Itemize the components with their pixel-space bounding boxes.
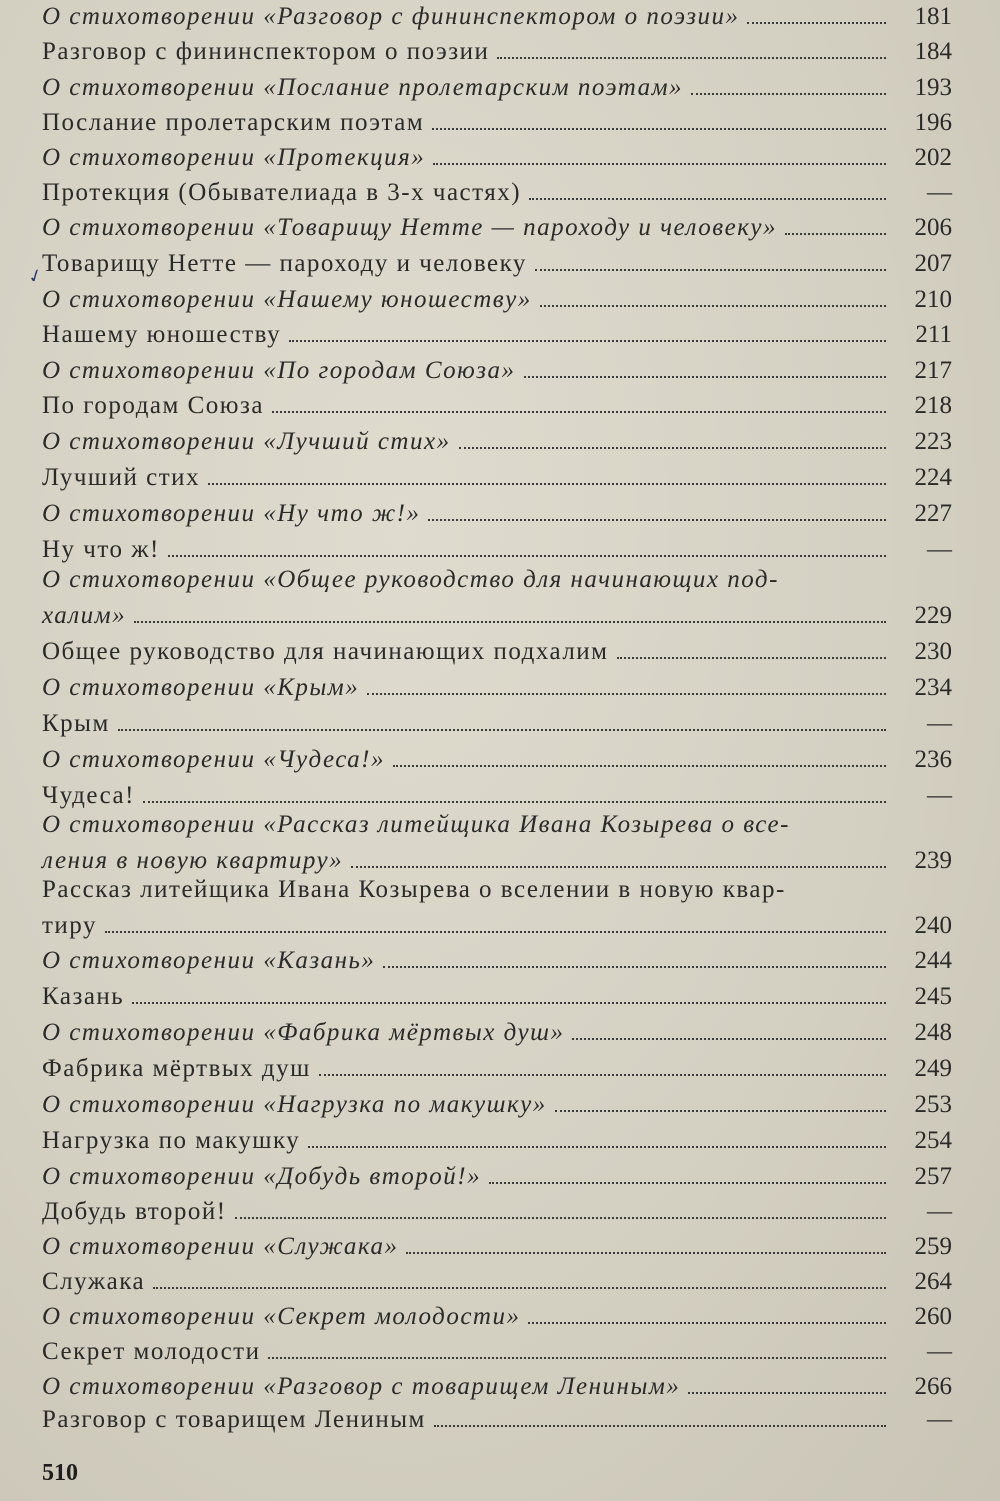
dot-leader [617, 657, 887, 659]
dot-leader [497, 57, 886, 59]
dot-leader [143, 801, 886, 803]
toc-entry-page: 217 [914, 357, 952, 384]
toc-entry-title: О стихотворении «Секрет молодости» [42, 1303, 521, 1330]
toc-entry-title: О стихотворении «Фабрика мёртвых душ» [42, 1019, 565, 1046]
toc-entry-title: тиру [42, 912, 97, 939]
dot-leader [572, 1038, 886, 1040]
toc-entry-page: 207 [914, 250, 952, 277]
toc-entry [42, 285, 952, 315]
dot-leader [153, 1287, 886, 1289]
toc-entry-page: 229 [914, 602, 952, 629]
toc-entry-page: 202 [914, 144, 952, 171]
toc-entry-title: халим» [42, 602, 127, 629]
dot-leader [528, 1322, 886, 1324]
toc-entry-page: 249 [914, 1055, 952, 1082]
toc-entry [42, 637, 952, 667]
toc-entry-page: 260 [914, 1303, 952, 1330]
dot-leader [555, 1110, 886, 1112]
dot-leader [118, 729, 886, 731]
dot-leader [524, 376, 886, 378]
toc-entry-page: 193 [914, 74, 952, 101]
dot-leader [535, 269, 886, 271]
dot-leader [308, 1146, 886, 1148]
dot-leader [235, 1217, 886, 1219]
toc-entry-page: 248 [914, 1019, 952, 1046]
toc-entry [42, 781, 952, 811]
dot-leader [132, 1002, 886, 1004]
dot-leader [433, 163, 886, 165]
dot-leader [208, 483, 886, 485]
toc-entry [42, 1232, 952, 1262]
toc-entry-title: О стихотворении «Нашему юношеству» [42, 286, 532, 313]
dot-leader [691, 93, 886, 95]
toc-entry-page: 181 [914, 3, 952, 30]
toc-entry-title: О стихотворении «Разговор с товарищем Лениным» [42, 1373, 681, 1400]
toc-entry-title: Нагрузка по макушку [42, 1127, 301, 1154]
toc-entry-title: Казань [42, 983, 125, 1010]
dot-leader [393, 765, 886, 767]
toc-entry-page: 224 [914, 464, 952, 491]
toc-entry [42, 875, 952, 941]
dot-leader [432, 128, 886, 130]
toc-entry-page: 184 [914, 38, 952, 65]
toc-entry [42, 356, 952, 386]
toc-entry [42, 1337, 952, 1367]
toc-entry-page: 253 [914, 1091, 952, 1118]
dot-leader [747, 22, 886, 24]
toc-entry-page: 230 [914, 638, 952, 665]
toc-entry-page: 266 [914, 1373, 952, 1400]
toc-entry-page: 196 [914, 109, 952, 136]
toc-entry-title: ления в новую квартиру» [42, 847, 344, 874]
toc-entry-page: 206 [914, 214, 952, 241]
toc-entry [42, 1197, 952, 1227]
pencil-checkmark-icon: ✓ [24, 264, 46, 289]
toc-entry-page: — [927, 1198, 952, 1225]
toc-entry-title: Разговор с фининспектором о поэзии [42, 38, 490, 65]
toc-entry-page: — [927, 782, 952, 809]
toc-entry-title: Служака [42, 1268, 146, 1295]
toc-entry-title: Секрет молодости [42, 1338, 261, 1365]
page-number: 510 [42, 1460, 78, 1486]
toc-entry-title: О стихотворении «Разговор с фининспектором о поэзии» [42, 3, 740, 30]
toc-entry [42, 1090, 952, 1120]
toc-entry-title: О стихотворении «Служака» [42, 1233, 399, 1260]
dot-leader [540, 305, 886, 307]
toc-entry [42, 1372, 952, 1402]
toc-entry-page: 239 [914, 847, 952, 874]
toc-entry-title: Крым [42, 710, 110, 737]
toc-entry-title: О стихотворении «Товарищу Нетте — пароходу и человеку» [42, 214, 777, 241]
toc-entry-title: О стихотворении «Крым» [42, 674, 360, 701]
dot-leader [168, 555, 886, 557]
toc-entry-title: Разговор с товарищем Лениным [42, 1406, 426, 1433]
dot-leader [383, 966, 886, 968]
toc-entry [42, 143, 952, 173]
toc-entry-title: По городам Союза [42, 392, 264, 419]
toc-entry-title: Лучший стих [42, 464, 201, 491]
toc-entry-title: О стихотворении «Нагрузка по макушку» [42, 1091, 547, 1118]
toc-entry-title-line: О стихотворении «Общее руководство для начинающих под- [42, 566, 779, 593]
toc-entry-title: О стихотворении «Послание пролетарским поэтам» [42, 74, 684, 101]
toc-entry-page: — [927, 179, 952, 206]
dot-leader [459, 447, 886, 449]
toc-entry-page: — [927, 1406, 952, 1433]
toc-entry-title: О стихотворении «По городам Союза» [42, 357, 516, 384]
dot-leader [688, 1392, 886, 1394]
toc-entry-page: 227 [914, 500, 952, 527]
toc-entry [42, 810, 952, 876]
dot-leader [489, 1182, 886, 1184]
toc-entry [42, 37, 952, 67]
toc-entry-page: 218 [914, 392, 952, 419]
toc-entry [42, 1018, 952, 1048]
toc-entry [42, 1126, 952, 1156]
toc-entry [42, 946, 952, 976]
toc-entry [42, 1054, 952, 1084]
toc-entry-title: О стихотворении «Протекция» [42, 144, 426, 171]
toc-entry-title: Протекция (Обывателиада в 3-х частях) [42, 179, 522, 206]
toc-entry-title: Ну что ж! [42, 536, 160, 563]
toc-entry [42, 565, 952, 631]
toc-entry [42, 1267, 952, 1297]
dot-leader [434, 1425, 886, 1427]
toc-entry [42, 673, 952, 703]
toc-entry [42, 427, 952, 457]
toc-entry [42, 108, 952, 138]
toc-entry [42, 982, 952, 1012]
toc-entry-page: — [927, 710, 952, 737]
dot-leader [529, 198, 886, 200]
toc-entry [42, 499, 952, 529]
toc-entry-page: 223 [914, 428, 952, 455]
toc-entry-title-line: О стихотворении «Рассказ литейщика Ивана Козырева о все- [42, 811, 790, 838]
toc-entry-title: Общее руководство для начинающих подхалим [42, 638, 609, 665]
dot-leader [428, 519, 886, 521]
toc-entry [42, 249, 952, 279]
toc-entry-page: 211 [915, 321, 952, 348]
toc-entry [42, 1302, 952, 1332]
toc-entry-title: О стихотворении «Чудеса!» [42, 746, 385, 773]
toc-entry-page: 236 [914, 746, 952, 773]
toc-entry-title: О стихотворении «Казань» [42, 947, 376, 974]
dot-leader [272, 411, 886, 413]
toc-entry-page: 210 [914, 286, 952, 313]
dot-leader [351, 866, 886, 868]
toc-entry-page: 264 [914, 1268, 952, 1295]
toc-entry-title: Чудеса! [42, 782, 135, 809]
toc-entry [42, 535, 952, 565]
toc-entry [42, 709, 952, 739]
toc-entry [42, 745, 952, 775]
toc-entry [42, 2, 952, 32]
toc-entry-page: 254 [914, 1127, 952, 1154]
toc-entry [42, 463, 952, 493]
toc-entry-title: О стихотворении «Добудь второй!» [42, 1163, 482, 1190]
toc-entry [42, 1162, 952, 1192]
dot-leader [319, 1074, 886, 1076]
toc-entry [42, 391, 952, 421]
toc-entry-title: Фабрика мёртвых душ [42, 1055, 311, 1082]
toc-entry [42, 213, 952, 243]
dot-leader [367, 693, 886, 695]
toc-entry-title: Послание пролетарским поэтам [42, 109, 425, 136]
dot-leader [134, 621, 886, 623]
dot-leader [785, 233, 886, 235]
toc-entry [42, 73, 952, 103]
toc-entry-page: — [927, 536, 952, 563]
dot-leader [406, 1252, 886, 1254]
toc-entry-page: 234 [914, 674, 952, 701]
toc-entry-title-line: Рассказ литейщика Ивана Козырева о вселении в новую квар- [42, 876, 786, 903]
toc-entry [42, 178, 952, 208]
toc-entry-title: О стихотворении «Лучший стих» [42, 428, 451, 455]
toc-entry-title: Нашему юношеству [42, 321, 282, 348]
dot-leader [105, 931, 886, 933]
toc-entry [42, 1405, 952, 1435]
toc-entry-page: — [927, 1338, 952, 1365]
toc-entry [42, 320, 952, 350]
toc-entry-page: 245 [914, 983, 952, 1010]
toc-entry-page: 244 [914, 947, 952, 974]
toc-entry-title: О стихотворении «Ну что ж!» [42, 500, 421, 527]
toc-entry-title: Добудь второй! [42, 1198, 227, 1225]
dot-leader [289, 340, 886, 342]
dot-leader [268, 1357, 886, 1359]
toc-entry-page: 259 [914, 1233, 952, 1260]
toc-entry-page: 240 [914, 912, 952, 939]
toc-entry-page: 257 [914, 1163, 952, 1190]
toc-entry-title: Товарищу Нетте — пароходу и человеку [42, 250, 527, 277]
